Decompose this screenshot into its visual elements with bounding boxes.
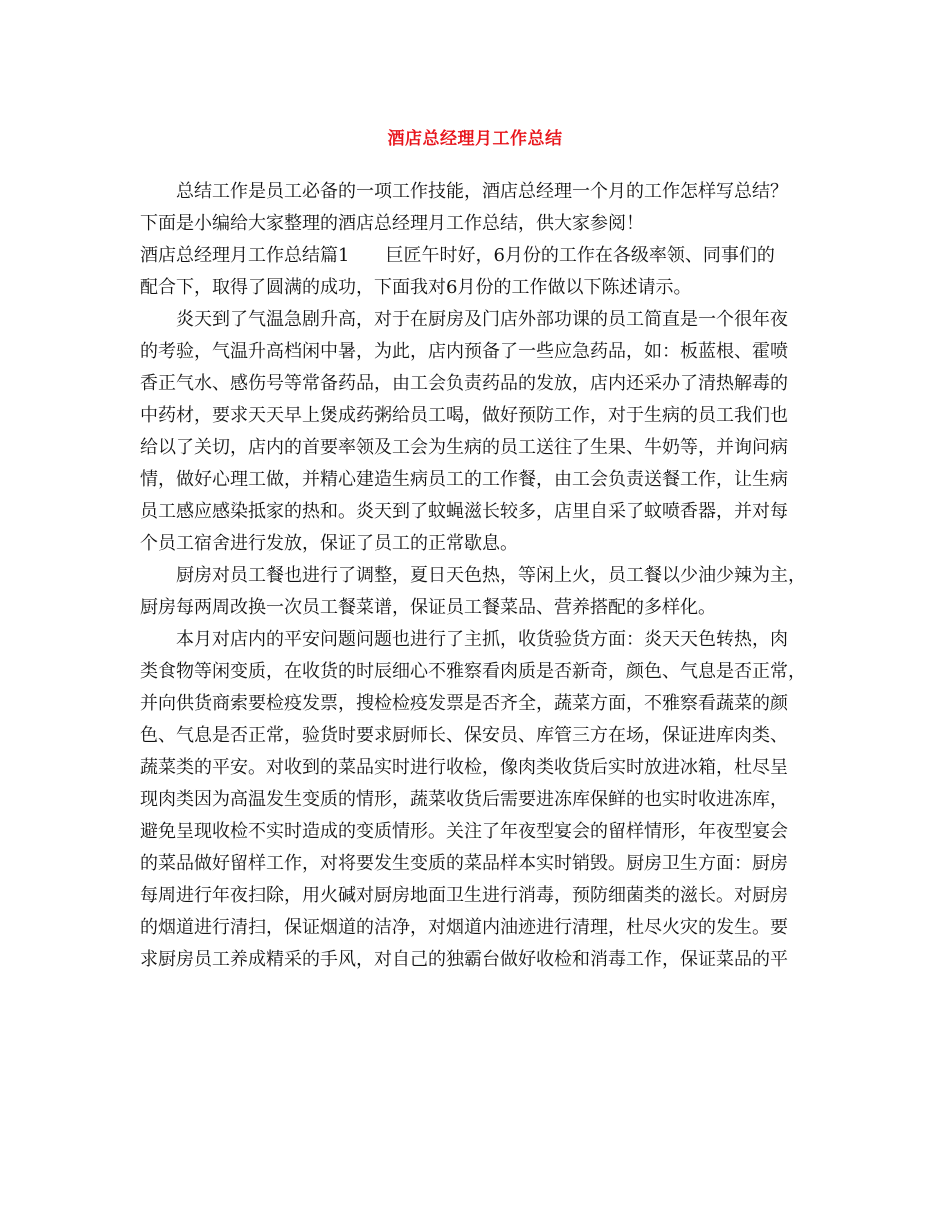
text-line: 个员工宿舍进行发放，保证了员工的正常歇息。	[140, 533, 518, 554]
text-line: 的菜品做好留样工作，对将要发生变质的菜品样本实时销毁。厨房卫生方面：厨房	[140, 853, 788, 874]
text-line: 并向供货商索要检疫发票，搜检检疫发票是否齐全，蔬菜方面，不雅察看蔬菜的颜	[140, 693, 788, 714]
text-line: 避免呈现收检不实时造成的变质情形。关注了年夜型宴会的留样情形，年夜型宴会	[140, 821, 788, 842]
text-line: 香正气水、感伤号等常备药品，由工会负责药品的发放，店内还采办了清热解毒的	[140, 373, 788, 394]
text-line: 本月对店内的平安问题问题也进行了主抓，收货验货方面：炎天天色转热，肉	[176, 629, 788, 650]
text-line: 厨房每两周改换一次员工餐菜谱，保证员工餐菜品、营养搭配的多样化。	[140, 597, 716, 618]
paragraph-summer	[140, 304, 830, 560]
text-line: 炎天到了气温急剧升高，对于在厨房及门店外部功课的员工简直是一个很年夜	[176, 309, 788, 330]
text-line: 下面是小编给大家整理的酒店总经理月工作总结，供大家参阅！	[140, 213, 644, 234]
document-title: 酒店总经理月工作总结	[387, 129, 563, 149]
document-body	[140, 176, 830, 976]
text-line: 给以了关切，店内的首要率领及工会为生病的员工送往了生果、牛奶等，并询问病	[140, 437, 788, 458]
text-line: 求厨房员工养成精采的手风，对自己的独霸台做好收检和消毒工作，保证菜品的平	[140, 949, 788, 970]
text-line: 的考验，气温升高档闲中暑，为此，店内预备了一些应急药品，如：板蓝根、霍喷	[140, 341, 788, 362]
text-line: 现肉类因为高温发生变质的情形，蔬菜收货后需要进冻库保鲜的也实时收进冻库，	[140, 789, 788, 810]
text-line: 酒店总经理月工作总结篇1 巨匠午时好，6月份的工作在各级率领、同事们的	[140, 245, 775, 266]
text-line: 每周进行年夜扫除，用火碱对厨房地面卫生进行消毒，预防细菌类的滋长。对厨房	[140, 885, 788, 906]
text-line: 中药材，要求天天早上煲成药粥给员工喝，做好预防工作，对于生病的员工我们也	[140, 405, 788, 426]
paragraph-safety	[140, 624, 830, 976]
text-line: 员工感应感染抵家的热和。炎天到了蚊蝇滋长较多，店里自采了蚊喷香器，并对每	[140, 501, 788, 522]
text-line: 情，做好心理工做，并精心建造生病员工的工作餐，由工会负责送餐工作，让生病	[140, 469, 788, 490]
paragraph-intro	[140, 176, 830, 304]
text-line: 蔬菜类的平安。对收到的菜品实时进行收检，像肉类收货后实时放进冰箱，杜尽呈	[140, 757, 788, 778]
text-line: 总结工作是员工必备的一项工作技能，酒店总经理一个月的工作怎样写总结？	[176, 181, 788, 202]
text-line: 的烟道进行清扫，保证烟道的洁净，对烟道内油迹进行清理，杜尽火灾的发生。要	[140, 917, 788, 938]
text-line: 配合下，取得了圆满的成功，下面我对6月份的工作做以下陈述请示。	[140, 277, 692, 298]
paragraph-staff-meal	[140, 560, 830, 624]
text-line: 类食物等闲变质，在收货的时辰细心不雅察看肉质是否新奇，颜色、气息是否正常，	[140, 661, 806, 682]
text-line: 厨房对员工餐也进行了调整，夏日天色热，等闲上火，员工餐以少油少辣为主，	[176, 565, 806, 586]
text-line: 色、气息是否正常，验货时要求厨师长、保安员、库管三方在场，保证进库肉类、	[140, 725, 788, 746]
